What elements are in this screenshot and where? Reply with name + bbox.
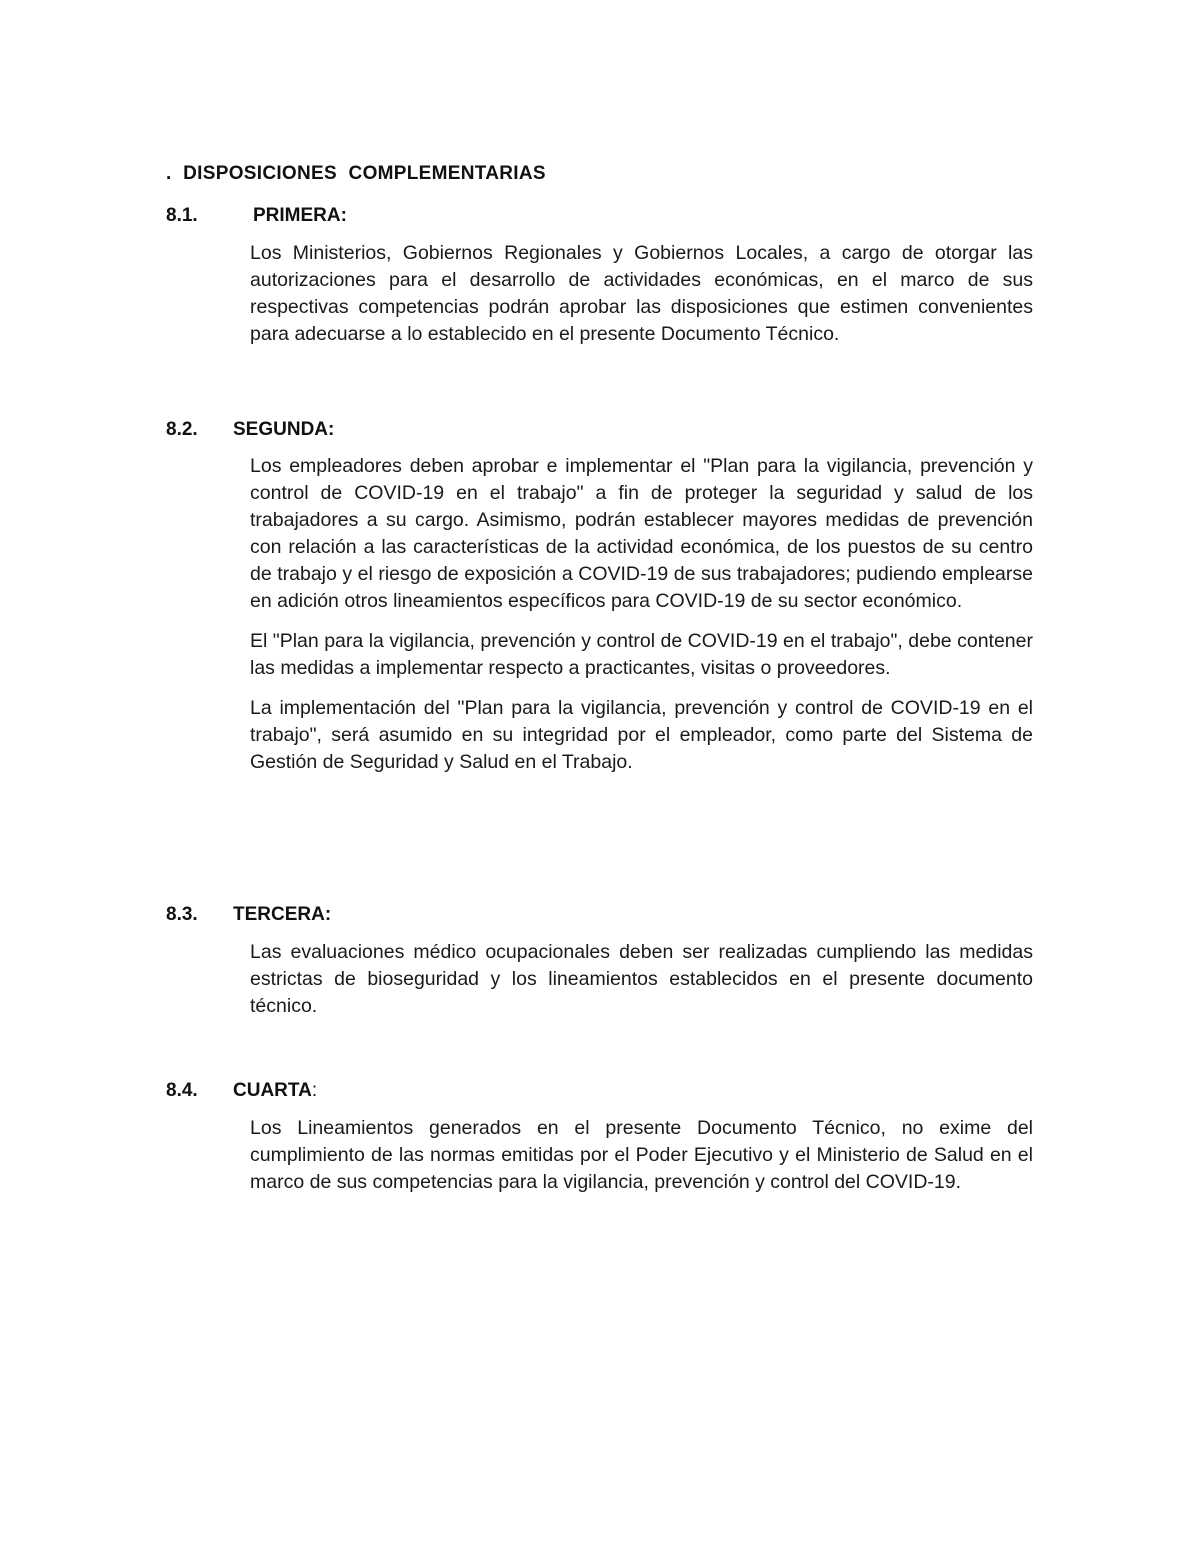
section-number: 8.3. xyxy=(166,904,198,925)
section-number: 8.4. xyxy=(166,1080,198,1101)
section-title-colon: : xyxy=(328,419,335,440)
paragraph: Los Lineamientos generados en el presente Documento Técnico, no exime del cumplimiento de las normas emitidas por el Poder Ejecutivo y el Ministerio de Salud en el marco de sus competencias para la vigilancia, prevención y control del COVID-19. xyxy=(250,1117,1033,1193)
section-title xyxy=(233,904,331,926)
section-body xyxy=(250,453,1033,789)
section-title-text: TERCERA xyxy=(233,904,325,925)
section-title xyxy=(233,419,334,441)
paragraph: La implementación del "Plan para la vigilancia, prevención y control de COVID-19 en el trabajo", será asumido en su integridad por el empleador, como parte del Sistema de Gestión de Seguridad y Salud en el Trabajo. xyxy=(250,697,1033,773)
paragraph: Las evaluaciones médico ocupacionales deben ser realizadas cumpliendo las medidas estrictas de bioseguridad y los lineamientos establecidos en el presente documento técnico. xyxy=(250,941,1033,1017)
section-title-colon: : xyxy=(340,205,347,226)
section-body xyxy=(250,939,1033,1033)
document-title: . DISPOSICIONES COMPLEMENTARIAS xyxy=(166,163,546,184)
section-title xyxy=(253,205,347,227)
paragraph: Los empleadores deben aprobar e implementar el "Plan para la vigilancia, prevención y control de COVID-19 en el trabajo" a fin de proteger la seguridad y salud de los trabajadores a su cargo. Asimismo, podrán establecer mayores medidas de prevención con relación a las características de la actividad económica, de los puestos de su centro de trabajo y el riesgo de exposición a COVID-19 de sus trabajadores; pudiendo emplearse en adición otros lineamientos específicos para COVID-19 de su sector económico. xyxy=(250,455,1033,612)
section-title-text: SEGUNDA xyxy=(233,419,329,440)
section-number: 8.2. xyxy=(166,419,198,440)
section-body xyxy=(250,240,1033,361)
section-title xyxy=(233,1080,317,1102)
section-title-text: CUARTA xyxy=(233,1080,312,1101)
section-title-colon: : xyxy=(311,1080,318,1101)
section-number: 8.1. xyxy=(166,205,198,226)
section-body xyxy=(250,1115,1033,1209)
section-title-colon: : xyxy=(324,904,332,925)
paragraph: El "Plan para la vigilancia, prevención y control de COVID-19 en el trabajo", debe contener las medidas a implementar respecto a practicantes, visitas o proveedores. xyxy=(250,630,1033,679)
paragraph: Los Ministerios, Gobiernos Regionales y Gobiernos Locales, a cargo de otorgar las autorizaciones para el desarrollo de actividades económicas, en el marco de sus respectivas competencias podrán aprobar las disposiciones que estimen convenientes para adecuarse a lo establecido en el presente Documento Técnico. xyxy=(250,242,1033,345)
section-title-text: PRIMERA xyxy=(253,205,341,226)
